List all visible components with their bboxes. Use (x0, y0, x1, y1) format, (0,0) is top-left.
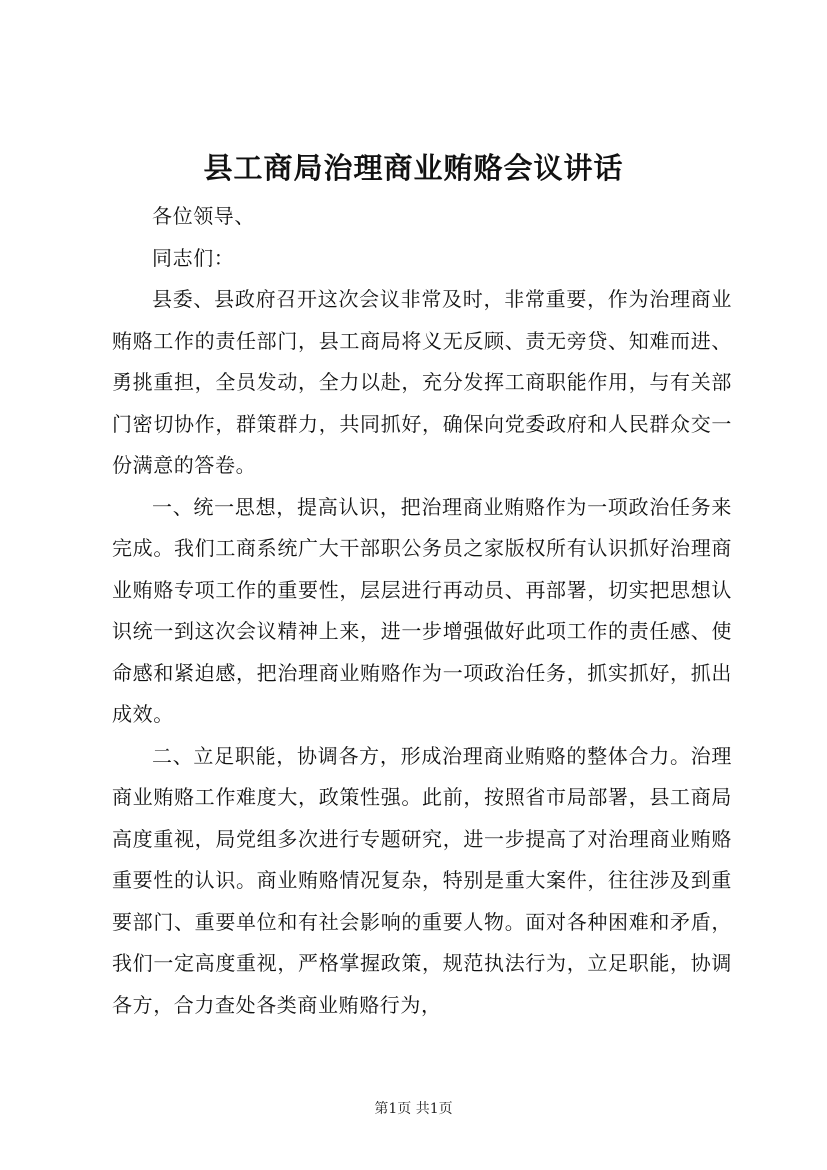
salutation-line: 同志们： (152, 245, 235, 270)
document-title: 县工商局治理商业贿赂会议讲话 (203, 151, 624, 185)
body-paragraph: 二、立足职能，协调各方，形成治理商业贿赂的整体合力。治理商业贿赂工作难度大，政策性强。此前，按照省市局部署，县工商局高度重视，局党组多次进行专题研究，进一步提高了对治理商业贿赂重要性的认识。商业贿赂情况复杂，特别是重大案件，往往涉及到重要部门、重要单位和有社会影响的重要人物。面对各种困难和矛盾，我们一定高度重视，严格掌握政策，规范执法行为，立足职能，协调各方，合力查处各类商业贿赂行为， (112, 743, 732, 1017)
page-number-footer: 第1页 共1页 (374, 1101, 453, 1117)
document-body (112, 196, 732, 1026)
salutation-line: 各位领导、 (152, 204, 255, 228)
body-paragraph: 一、统一思想，提高认识，把治理商业贿赂作为一项政治任务来完成。我们工商系统广大干部职公务员之家版权所有认识抓好治理商业贿赂专项工作的重要性，层层进行再动员、再部署，切实把思想认识统一到这次会议精神上来，进一步增强做好此项工作的责任感、使命感和紧迫感，把治理商业贿赂作为一项政治任务，抓实抓好，抓出成效。 (112, 494, 732, 726)
body-paragraph: 县委、县政府召开这次会议非常及时，非常重要，作为治理商业贿赂工作的责任部门，县工商局将义无反顾、责无旁贷、知难而进、勇挑重担，全员发动，全力以赴，充分发挥工商职能作用，与有关部门密切协作，群策群力，共同抓好，确保向党委政府和人民群众交一份满意的答卷。 (112, 287, 732, 477)
